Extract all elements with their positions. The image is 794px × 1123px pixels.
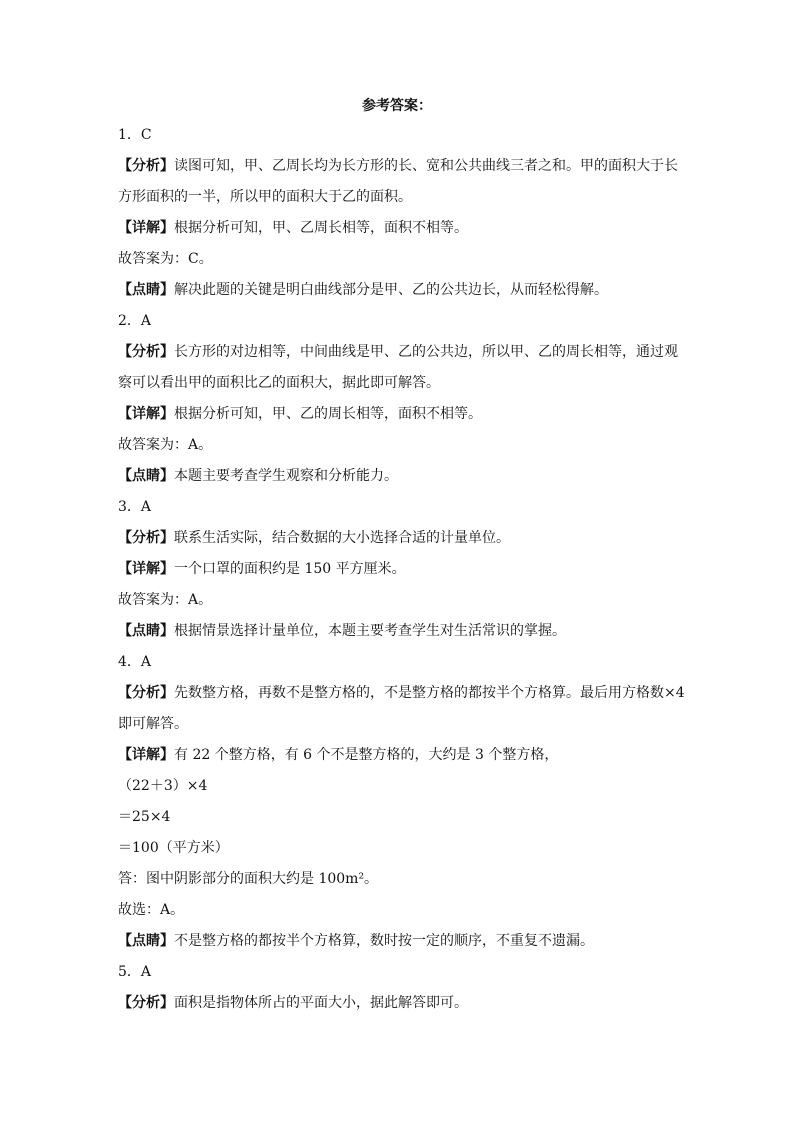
tip-text: 根据情景选择计量单位，本题主要考查学生对生活常识的掌握。 — [174, 623, 566, 639]
detail-tag: 【详解】 — [118, 220, 174, 236]
tip-tag: 【点睛】 — [118, 933, 174, 949]
answer-line: 故答案为：C。 — [118, 251, 213, 267]
tip-text: 本题主要考查学生观察和分析能力。 — [174, 468, 398, 484]
analysis-paragraph — [118, 337, 690, 399]
analysis-tag: 【分析】 — [118, 995, 174, 1011]
analysis-text: 即可解答。 — [118, 716, 188, 732]
analysis-tag: 【分析】 — [118, 158, 174, 174]
analysis-line — [118, 523, 690, 554]
analysis-text: 读图可知，甲、乙周长均为长方形的长、宽和公共曲线三者之和。甲的面积大于长 — [174, 158, 678, 174]
question-number: 2．A — [118, 313, 152, 329]
analysis-tag: 【分析】 — [118, 344, 174, 360]
detail-line — [118, 554, 690, 585]
analysis-tag: 【分析】 — [118, 530, 174, 546]
analysis-tag: 【分析】 — [118, 685, 174, 701]
analysis-text: 方形面积的一半，所以甲的面积大于乙的面积。 — [118, 189, 412, 205]
detail-text: 根据分析可知，甲、乙的周长相等，面积不相等。 — [174, 406, 482, 422]
detail-line — [118, 213, 690, 244]
analysis-line — [118, 988, 690, 1019]
detail-text: 有 22 个整方格，有 6 个不是整方格的，大约是 3 个整方格， — [174, 747, 559, 763]
detail-line — [118, 740, 690, 771]
analysis-paragraph — [118, 678, 690, 740]
detail-tag: 【详解】 — [118, 561, 174, 577]
question-number: 4．A — [118, 654, 152, 670]
question-number: 3．A — [118, 499, 152, 515]
calculation-line: ＝100（平方米） — [118, 840, 229, 856]
answer-content — [118, 120, 690, 1019]
result-line: 答：图中阴影部分的面积大约是 100m²。 — [118, 871, 379, 887]
analysis-text: 察可以看出甲的面积比乙的面积大，据此即可解答。 — [118, 375, 440, 391]
question-number: 5．A — [118, 964, 152, 980]
detail-tag: 【详解】 — [118, 406, 174, 422]
detail-tag: 【详解】 — [118, 747, 174, 763]
analysis-text: 面积是指物体所占的平面大小，据此解答即可。 — [174, 995, 468, 1011]
detail-line — [118, 399, 690, 430]
tip-line — [118, 616, 690, 647]
analysis-paragraph — [118, 151, 690, 213]
calculation-line: ＝25×4 — [118, 809, 171, 825]
answer-line: 故答案为：A。 — [118, 437, 213, 453]
detail-text: 根据分析可知，甲、乙周长相等，面积不相等。 — [174, 220, 468, 236]
detail-text: 一个口罩的面积约是 150 平方厘米。 — [174, 561, 406, 577]
analysis-text: 联系生活实际，结合数据的大小选择合适的计量单位。 — [174, 530, 510, 546]
tip-tag: 【点睛】 — [118, 468, 174, 484]
page-title: 参考答案： — [362, 98, 432, 114]
tip-tag: 【点睛】 — [118, 623, 174, 639]
answer-line: 故答案为：A。 — [118, 592, 213, 608]
tip-line — [118, 926, 690, 957]
analysis-text: 先数整方格，再数不是整方格的，不是整方格的都按半个方格算。最后用方格数×4 — [174, 685, 685, 701]
tip-line — [118, 461, 690, 492]
tip-text: 解决此题的关键是明白曲线部分是甲、乙的公共边长，从而轻松得解。 — [174, 282, 608, 298]
calculation-line: （22＋3）×4 — [118, 778, 208, 794]
tip-line — [118, 275, 690, 306]
answer-line: 故选：A。 — [118, 902, 185, 918]
analysis-text: 长方形的对边相等，中间曲线是甲、乙的公共边，所以甲、乙的周长相等，通过观 — [174, 344, 678, 360]
tip-tag: 【点睛】 — [118, 282, 174, 298]
tip-text: 不是整方格的都按半个方格算，数时按一定的顺序，不重复不遗漏。 — [174, 933, 594, 949]
question-number: 1．C — [118, 127, 152, 143]
